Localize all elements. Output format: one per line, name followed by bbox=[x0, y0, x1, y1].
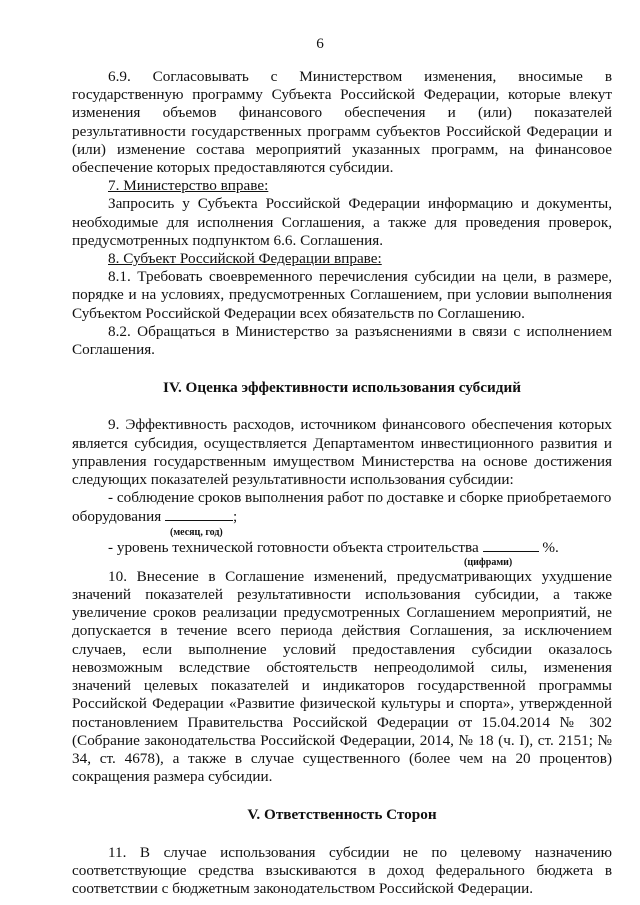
paragraph-9: 9. Эффективность расходов, источником финансового обеспечения которых является субсидия, осуществляется Департаментом инвестиционного развития и управления государственным имуществом Министерства на основе достижения следующих показателей результативности использования субсидии: bbox=[72, 416, 612, 489]
month-year-blank bbox=[165, 507, 233, 521]
paragraph-10: 10. Внесение в Соглашение изменений, предусматривающих ухудшение значений показателей результативности использования субсидии, а также увеличение сроков реализации предусмотренных Соглашением мероприятий, не допускается в течение всего периода действия Соглашения, за исключением случаев, если выполнение условий предоставления субсидии оказалось невозможным вследствие обстоятельств непреодолимой силы, изменения значений целевых показателей и индикаторов государственной программы Российской Федерации «Развитие физической культуры и спорта», утвержденной постановлением Правительства Российской Федерации от 15.04.2014 № 302 (Собрание законодательства Российской Федерации, 2014, № 18 (ч. I), ст. 2151; № 34, ст. 4678), а также в случае существенного (более чем на 20 процентов) сокращения размера субсидии. bbox=[72, 567, 612, 786]
document-body bbox=[72, 68, 612, 898]
paragraph-8-1: 8.1. Требовать своевременного перечисления субсидии на цели, в размере, порядке и на условиях, предусмотренных Соглашением, при условии выполнения Субъектом Российской Федерации всех обязательств по Соглашению. bbox=[72, 268, 612, 322]
section-iv-heading: IV. Оценка эффективности использования субсидий bbox=[163, 379, 521, 397]
indicator-deadline-end: ; bbox=[233, 508, 238, 526]
section-v-heading: V. Ответственность Сторон bbox=[247, 806, 437, 824]
indicator-deadline-line1: - соблюдение сроков выполнения работ по доставке и сборке приобретаемого bbox=[108, 489, 612, 507]
month-year-hint: (месяц, год) bbox=[170, 526, 223, 538]
digits-hint: (цифрами) bbox=[464, 556, 513, 568]
indicator-readiness bbox=[72, 538, 612, 557]
indicator-deadline-label: оборудования bbox=[72, 508, 162, 526]
heading-ministry-rights: 7. Министерство вправе: bbox=[108, 177, 269, 195]
page-number: 6 bbox=[316, 35, 324, 52]
heading-subject-rights: 8. Субъект Российской Федерации вправе: bbox=[108, 250, 382, 268]
paragraph-11: 11. В случае использования субсидии не по целевому назначению соответствующие средства взыскиваются в доход федерального бюджета в соответствии с бюджетным законодательством Российской Федерации. bbox=[72, 843, 612, 897]
paragraph-8-2: 8.2. Обращаться в Министерство за разъяснениями в связи с исполнением Соглашения. bbox=[72, 322, 612, 359]
paragraph-7: Запросить у Субъекта Российской Федерации информацию и документы, необходимые для исполнения Соглашения, а также для проведения проверок, предусмотренных подпунктом 6.6. Соглашения. bbox=[72, 195, 612, 249]
indicator-readiness-label: - уровень технической готовности объекта строительства bbox=[108, 538, 479, 556]
paragraph-6-9: 6.9. Согласовывать с Министерством изменения, вносимые в государственную программу Субъекта Российской Федерации, которые влекут изменения объемов финансового обеспечения и (или) показателей результативности государственных программ субъектов Российской Федерации и (или) изменение состава мероприятий указанных программ, на финансовое обеспечение которых предоставляются субсидии. bbox=[72, 68, 612, 177]
readiness-percent-blank bbox=[483, 538, 539, 552]
indicator-readiness-end: %. bbox=[542, 538, 559, 556]
indicator-deadline-line2 bbox=[72, 507, 612, 526]
